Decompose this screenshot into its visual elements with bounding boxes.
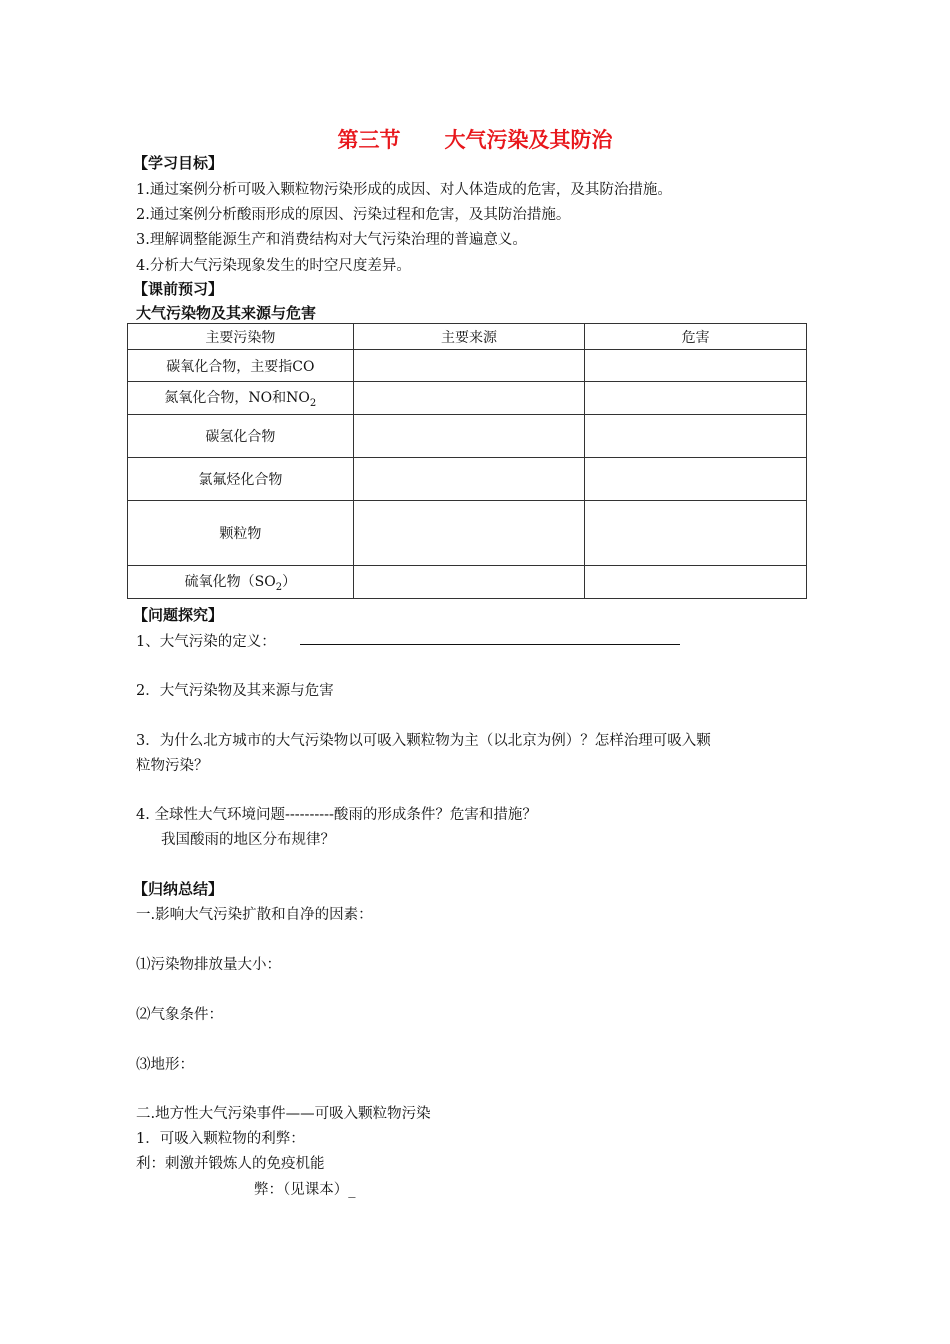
page-title xyxy=(0,124,950,154)
table-row xyxy=(128,415,807,458)
question-4-line-1: 4. 全球性大气环境问题----------酸雨的形成条件？危害和措施？ xyxy=(136,807,537,823)
table-row xyxy=(128,501,807,566)
harm-cell[interactable] xyxy=(585,458,807,501)
table-row xyxy=(128,458,807,501)
question-2: 2．大气污染物及其来源与危害 xyxy=(136,683,334,699)
factor-2: ⑵气象条件： xyxy=(136,1007,223,1023)
pollutant-cell: 氯氟烃化合物 xyxy=(128,458,354,501)
question-3-line-1: 3．为什么北方城市的大气污染物以可吸入颗粒物为主（以北京为例）？怎样治理可吸入颗 xyxy=(136,733,711,749)
pollutant-table xyxy=(127,323,807,599)
question-4-line-2: 我国酸雨的地区分布规律？ xyxy=(161,832,335,848)
question-1: 1、大气污染的定义： xyxy=(136,634,276,650)
source-cell[interactable] xyxy=(353,382,585,415)
title-topic: 大气污染及其防治 xyxy=(444,128,613,152)
table-header: 主要来源 xyxy=(353,324,585,350)
source-cell[interactable] xyxy=(353,501,585,566)
summary-heading: 【归纳总结】 xyxy=(133,880,224,898)
pollutant-cell: 颗粒物 xyxy=(128,501,354,566)
title-section: 第三节 xyxy=(337,128,401,152)
source-cell[interactable] xyxy=(353,566,585,599)
harm-cell[interactable] xyxy=(585,382,807,415)
goal-item: 2.通过案例分析酸雨形成的原因、污染过程和危害，及其防治措施。 xyxy=(136,207,571,223)
table-header-row xyxy=(128,324,807,350)
particle-cons: 弊：（见课本）_ xyxy=(254,1182,356,1198)
table-row xyxy=(128,382,807,415)
pollutant-cell: 氮氧化合物，NO和$NO_2$ xyxy=(128,382,354,415)
pollutant-cell: 碳氢化合物 xyxy=(128,415,354,458)
pollutant-cell: 硫氧化物$(SO_2)$ xyxy=(128,566,354,599)
harm-cell[interactable] xyxy=(585,566,807,599)
table-row xyxy=(128,566,807,599)
pollutant-cell: 碳氧化合物，主要指CO xyxy=(128,350,354,382)
factor-3: ⑶地形： xyxy=(136,1057,194,1073)
explore-heading: 【问题探究】 xyxy=(133,606,224,624)
summary-section-2: 二.地方性大气污染事件——可吸入颗粒物污染 xyxy=(136,1106,431,1122)
table-title: 大气污染物及其来源与危害 xyxy=(136,304,317,322)
source-cell[interactable] xyxy=(353,350,585,382)
source-cell[interactable] xyxy=(353,458,585,501)
goal-item: 4.分析大气污染现象发生的时空尺度差异。 xyxy=(136,258,411,274)
particle-pros-cons: 1．可吸入颗粒物的利弊： xyxy=(136,1131,305,1147)
harm-cell[interactable] xyxy=(585,350,807,382)
goals-heading: 【学习目标】 xyxy=(133,154,224,172)
factor-1: ⑴污染物排放量大小： xyxy=(136,957,281,973)
harm-cell[interactable] xyxy=(585,501,807,566)
table-row xyxy=(128,350,807,382)
question-3-line-2: 粒物污染？ xyxy=(136,758,209,774)
table-header: 主要污染物 xyxy=(128,324,354,350)
summary-section-1: 一.影响大气污染扩散和自净的因素： xyxy=(136,907,373,923)
harm-cell[interactable] xyxy=(585,415,807,458)
answer-blank-line[interactable] xyxy=(300,644,680,645)
source-cell[interactable] xyxy=(353,415,585,458)
preview-heading: 【课前预习】 xyxy=(133,280,224,298)
table-header: 危害 xyxy=(585,324,807,350)
goal-item: 3.理解调整能源生产和消费结构对大气污染治理的普遍意义。 xyxy=(136,232,527,248)
particle-pros: 利：刺激并锻炼人的免疫机能 xyxy=(136,1156,325,1172)
goal-item: 1.通过案例分析可吸入颗粒物污染形成的成因、对人体造成的危害，及其防治措施。 xyxy=(136,182,672,198)
